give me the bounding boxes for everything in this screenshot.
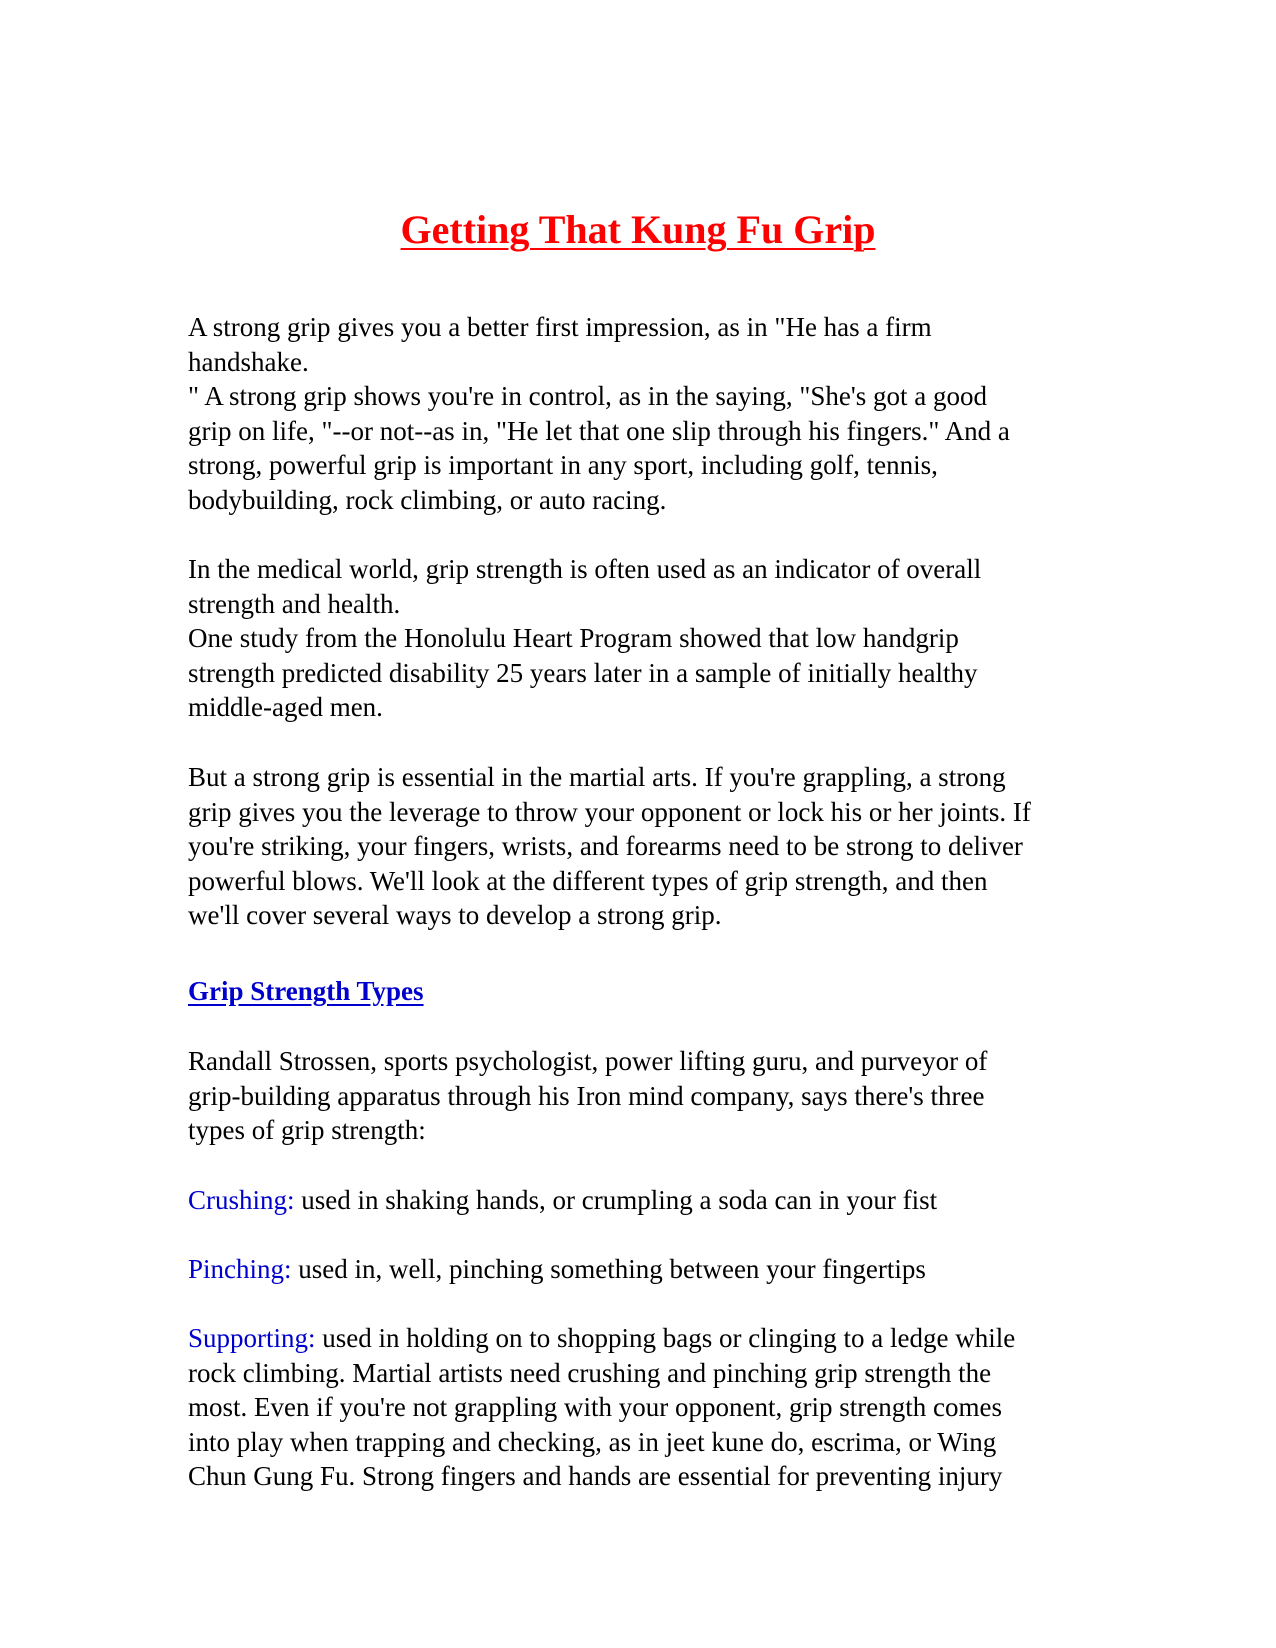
grip-description: used in, well, pinching something between your fingertips [291, 1254, 926, 1284]
text-line: strength and health. [188, 588, 401, 619]
paragraph-intro [188, 310, 1108, 517]
text-line: handshake. [188, 346, 309, 377]
grip-type-crushing [188, 1183, 1108, 1218]
text-line: Randall Strossen, sports psychologist, power lifting guru, and purveyor of [188, 1046, 988, 1076]
section-heading: Grip Strength Types [188, 976, 424, 1006]
text-line: rock climbing. Martial artists need crushing and pinching grip strength the [188, 1357, 992, 1388]
text-line: But a strong grip is essential in the martial arts. If you're grappling, a strong [188, 762, 1006, 792]
grip-description: used in shaking hands, or crumpling a soda can in your fist [294, 1185, 938, 1215]
paragraph-strossen [188, 1044, 1108, 1148]
document-title: Getting That Kung Fu Grip [400, 207, 876, 252]
paragraph-medical [188, 552, 1108, 725]
text-line: grip on life, "--or not--as in, "He let that one slip through his fingers." And a [188, 415, 1010, 446]
text-line: grip gives you the leverage to throw your opponent or lock his or her joints. If [188, 796, 1031, 827]
grip-description: used in holding on to shopping bags or clinging to a ledge while [315, 1323, 1016, 1353]
text-line: strength predicted disability 25 years later in a sample of initially healthy [188, 657, 978, 688]
text-line: powerful blows. We'll look at the different types of grip strength, and then [188, 865, 988, 896]
text-line: into play when trapping and checking, as in jeet kune do, escrima, or Wing [188, 1426, 997, 1457]
paragraph-martial-arts [188, 760, 1108, 933]
text-line: strong, powerful grip is important in any sport, including golf, tennis, [188, 450, 938, 480]
text-line: One study from the Honolulu Heart Program showed that low handgrip [188, 623, 959, 653]
grip-term: Pinching: [188, 1254, 292, 1284]
grip-term: Supporting: [188, 1323, 316, 1353]
text-line: we'll cover several ways to develop a strong grip. [188, 900, 722, 930]
text-line: grip-building apparatus through his Iron mind company, says there's three [188, 1080, 985, 1111]
text-line: bodybuilding, rock climbing, or auto racing. [188, 484, 667, 515]
grip-type-pinching [188, 1252, 1108, 1287]
grip-type-line [188, 1183, 1108, 1218]
grip-type-line [188, 1252, 1108, 1287]
text-line: types of grip strength: [188, 1115, 426, 1145]
text-line: In the medical world, grip strength is often used as an indicator of overall [188, 554, 982, 584]
grip-term: Crushing: [188, 1185, 295, 1215]
text-line: middle-aged men. [188, 692, 383, 722]
text-line: you're striking, your fingers, wrists, and forearms need to be strong to deliver [188, 831, 1023, 861]
grip-type-line [188, 1321, 1108, 1356]
text-line: most. Even if you're not grappling with your opponent, grip strength comes [188, 1392, 1002, 1422]
text-line: A strong grip gives you a better first impression, as in "He has a firm [188, 312, 932, 342]
grip-type-supporting [188, 1321, 1108, 1494]
text-line: " A strong grip shows you're in control, as in the saying, "She's got a good [188, 381, 987, 411]
text-line: Chun Gung Fu. Strong fingers and hands are essential for preventing injury [188, 1461, 1003, 1491]
